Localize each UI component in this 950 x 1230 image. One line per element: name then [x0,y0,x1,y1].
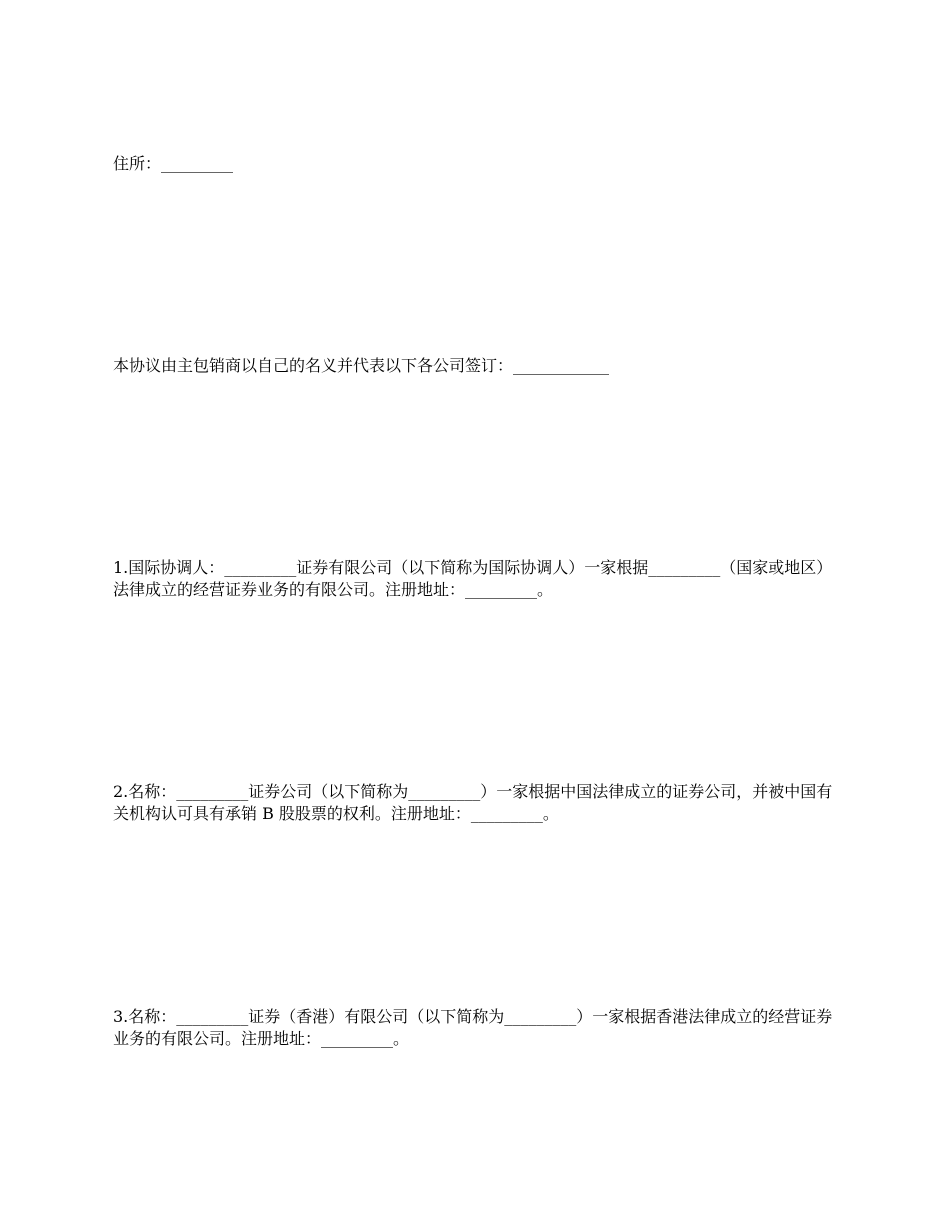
address-line: 住所：_________ [113,154,234,173]
party-item-3-hong-kong-securities: 3.名称：_________证券（香港）有限公司（以下简称为_________）一家根据香港法律成立的经营证券业务的有限公司。注册地址：_________。 [113,1007,833,1048]
agreement-intro-line: 本协议由主包销商以自己的名义并代表以下各公司签订：____________ [113,356,610,375]
party-item-2-securities-company: 2.名称：_________证券公司（以下简称为_________）一家根据中国法律成立的证券公司，并被中国有关机构认可具有承销 B 股股票的权利。注册地址：_________。 [113,782,833,823]
party-item-1-international-coordinator: 1.国际协调人：_________证券有限公司（以下简称为国际协调人）一家根据_________（国家或地区）法律成立的经营证券业务的有限公司。注册地址：_________。 [113,558,833,599]
